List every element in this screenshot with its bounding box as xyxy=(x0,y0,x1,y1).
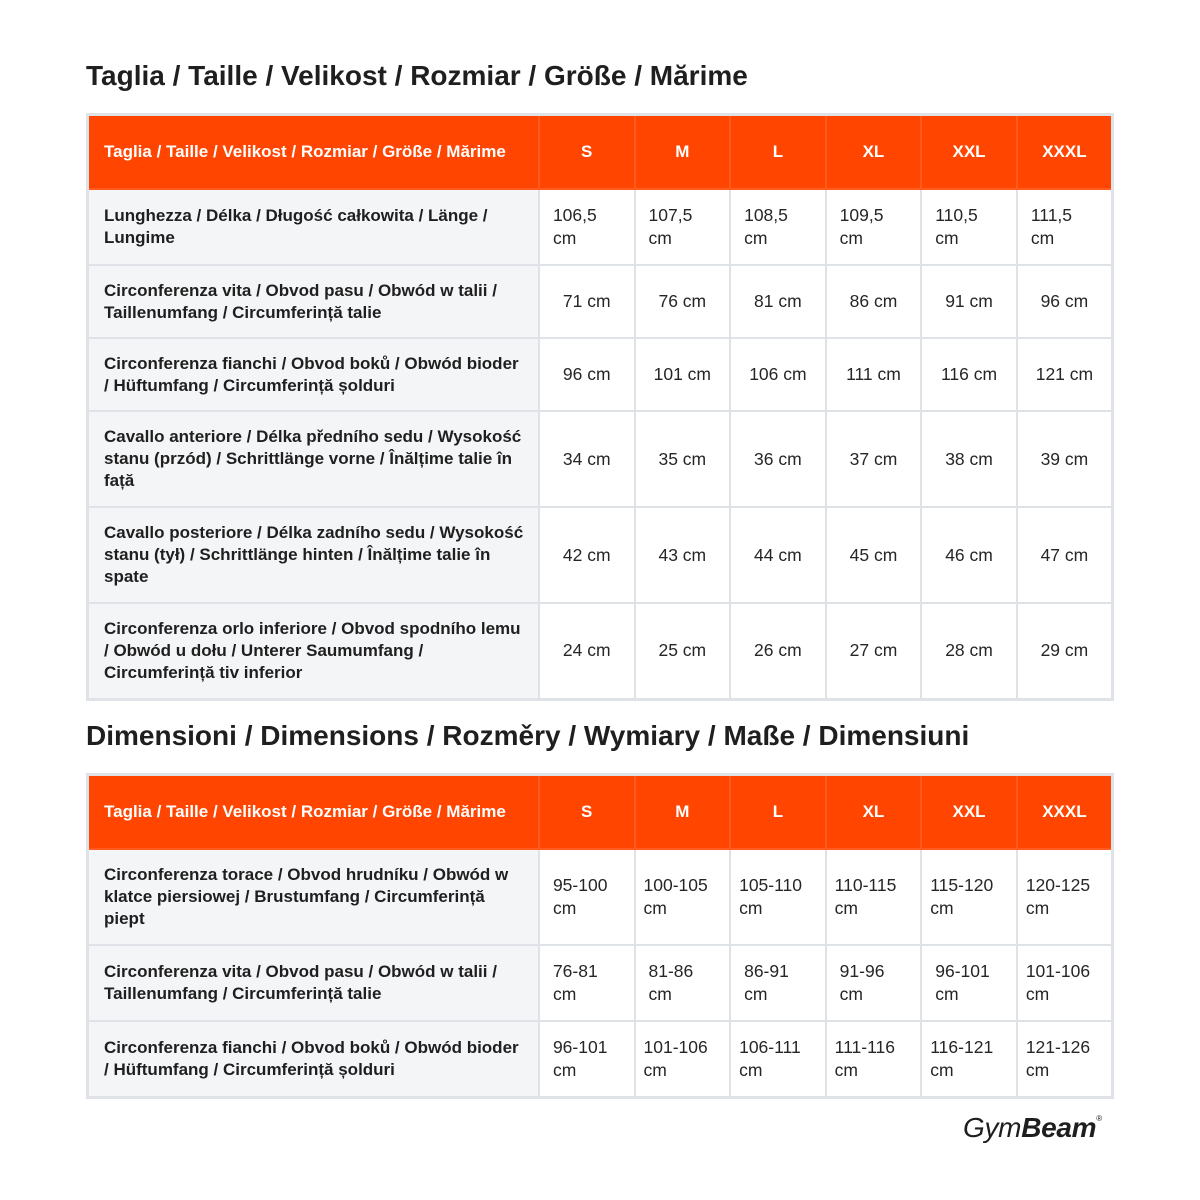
table-cell: 107,5 cm xyxy=(635,189,731,265)
header-size-m: M xyxy=(635,115,731,190)
table-cell: 101-106 cm xyxy=(635,1021,731,1097)
table-cell: 35 cm xyxy=(635,411,731,507)
table-cell: 100-105 cm xyxy=(635,849,731,945)
header-size-l: L xyxy=(730,775,826,850)
table-cell: 26 cm xyxy=(730,603,826,699)
table-cell: 115-120 cm xyxy=(921,849,1017,945)
header-size-xxl: XXL xyxy=(921,115,1017,190)
table-cell: 27 cm xyxy=(826,603,922,699)
table-cell: 42 cm xyxy=(539,507,635,603)
row-label: Circonferenza torace / Obvod hrudníku / Obwód w klatce piersiowej / Brustumfang / Circumferință piept xyxy=(88,849,539,945)
table-cell: 106 cm xyxy=(730,338,826,411)
header-size-s: S xyxy=(539,115,635,190)
table-cell: 95-100 cm xyxy=(539,849,635,945)
table-cell: 81 cm xyxy=(730,265,826,338)
table-cell: 38 cm xyxy=(921,411,1017,507)
table-cell: 106-111 cm xyxy=(730,1021,826,1097)
header-size-label: Taglia / Taille / Velikost / Rozmiar / Größe / Mărime xyxy=(88,115,539,190)
table-row xyxy=(88,507,1113,603)
size-table-title: Taglia / Taille / Velikost / Rozmiar / Größe / Mărime xyxy=(86,60,748,91)
table-cell: 109,5 cm xyxy=(826,189,922,265)
row-label: Circonferenza orlo inferiore / Obvod spodního lemu / Obwód u dołu / Unterer Saumumfang / Circumferință tiv inferior xyxy=(88,603,539,699)
table-cell: 106,5 cm xyxy=(539,189,635,265)
table-cell: 37 cm xyxy=(826,411,922,507)
table-cell: 81-86 cm xyxy=(635,945,731,1021)
header-size-xxxl: XXXL xyxy=(1017,775,1113,850)
size-table xyxy=(86,113,1114,701)
row-label: Circonferenza fianchi / Obvod boků / Obwód bioder / Hüftumfang / Circumferință șolduri xyxy=(88,1021,539,1097)
table-cell: 120-125 cm xyxy=(1017,849,1113,945)
table-row xyxy=(88,265,1113,338)
table-cell: 39 cm xyxy=(1017,411,1113,507)
header-size-xl: XL xyxy=(826,775,922,850)
table-row xyxy=(88,189,1113,265)
row-label: Circonferenza vita / Obvod pasu / Obwód w talii / Taillenumfang / Circumferință talie xyxy=(88,265,539,338)
table-cell: 34 cm xyxy=(539,411,635,507)
table-cell: 96 cm xyxy=(1017,265,1113,338)
table-cell: 111-116 cm xyxy=(826,1021,922,1097)
table-cell: 24 cm xyxy=(539,603,635,699)
table-row xyxy=(88,849,1113,945)
table-row xyxy=(88,1021,1113,1097)
table-cell: 28 cm xyxy=(921,603,1017,699)
table-cell: 91 cm xyxy=(921,265,1017,338)
table-cell: 121 cm xyxy=(1017,338,1113,411)
table-row xyxy=(88,945,1113,1021)
dimensions-table xyxy=(86,773,1114,1099)
table-cell: 29 cm xyxy=(1017,603,1113,699)
table-cell: 86 cm xyxy=(826,265,922,338)
table-cell: 46 cm xyxy=(921,507,1017,603)
table-cell: 110-115 cm xyxy=(826,849,922,945)
logo-gym-text: Gym xyxy=(963,1112,1022,1143)
table-cell: 111,5 cm xyxy=(1017,189,1113,265)
table-cell: 105-110 cm xyxy=(730,849,826,945)
table-row xyxy=(88,338,1113,411)
table-cell: 116 cm xyxy=(921,338,1017,411)
table-cell: 101-106 cm xyxy=(1017,945,1113,1021)
table-row xyxy=(88,411,1113,507)
table-cell: 76 cm xyxy=(635,265,731,338)
table-cell: 44 cm xyxy=(730,507,826,603)
row-label: Circonferenza vita / Obvod pasu / Obwód w talii / Taillenumfang / Circumferință talie xyxy=(88,945,539,1021)
table-cell: 36 cm xyxy=(730,411,826,507)
table-cell: 25 cm xyxy=(635,603,731,699)
table-header-row xyxy=(88,115,1113,190)
table-cell: 96-101 cm xyxy=(921,945,1017,1021)
table-cell: 116-121 cm xyxy=(921,1021,1017,1097)
header-size-m: M xyxy=(635,775,731,850)
header-size-xxl: XXL xyxy=(921,775,1017,850)
row-label: Cavallo anteriore / Délka předního sedu / Wysokość stanu (przód) / Schrittlänge vorne / Înălțime talie în față xyxy=(88,411,539,507)
row-label: Lunghezza / Délka / Długość całkowita / Länge / Lungime xyxy=(88,189,539,265)
table-cell: 43 cm xyxy=(635,507,731,603)
table-cell: 47 cm xyxy=(1017,507,1113,603)
table-cell: 86-91 cm xyxy=(730,945,826,1021)
table-cell: 121-126 cm xyxy=(1017,1021,1113,1097)
table-cell: 76-81 cm xyxy=(539,945,635,1021)
header-size-xxxl: XXXL xyxy=(1017,115,1113,190)
table-cell: 71 cm xyxy=(539,265,635,338)
table-header-row xyxy=(88,775,1113,850)
row-label: Circonferenza fianchi / Obvod boků / Obwód bioder / Hüftumfang / Circumferință șolduri xyxy=(88,338,539,411)
table-cell: 108,5 cm xyxy=(730,189,826,265)
table-cell: 96 cm xyxy=(539,338,635,411)
logo-beam-text: Beam xyxy=(1021,1112,1097,1143)
table-cell: 110,5 cm xyxy=(921,189,1017,265)
table-cell: 101 cm xyxy=(635,338,731,411)
header-size-s: S xyxy=(539,775,635,850)
table-cell: 96-101 cm xyxy=(539,1021,635,1097)
header-size-xl: XL xyxy=(826,115,922,190)
row-label: Cavallo posteriore / Délka zadního sedu / Wysokość stanu (tył) / Schrittlänge hinten / Înălțime talie în spate xyxy=(88,507,539,603)
dimensions-table-title: Dimensioni / Dimensions / Rozměry / Wymiary / Maße / Dimensiuni xyxy=(86,720,970,751)
table-row xyxy=(88,603,1113,699)
registered-mark: ® xyxy=(1096,1114,1102,1123)
table-cell: 111 cm xyxy=(826,338,922,411)
header-size-l: L xyxy=(730,115,826,190)
table-cell: 45 cm xyxy=(826,507,922,603)
table-cell: 91-96 cm xyxy=(826,945,922,1021)
gymbeam-logo xyxy=(963,1112,1102,1144)
header-size-label: Taglia / Taille / Velikost / Rozmiar / Größe / Mărime xyxy=(88,775,539,850)
